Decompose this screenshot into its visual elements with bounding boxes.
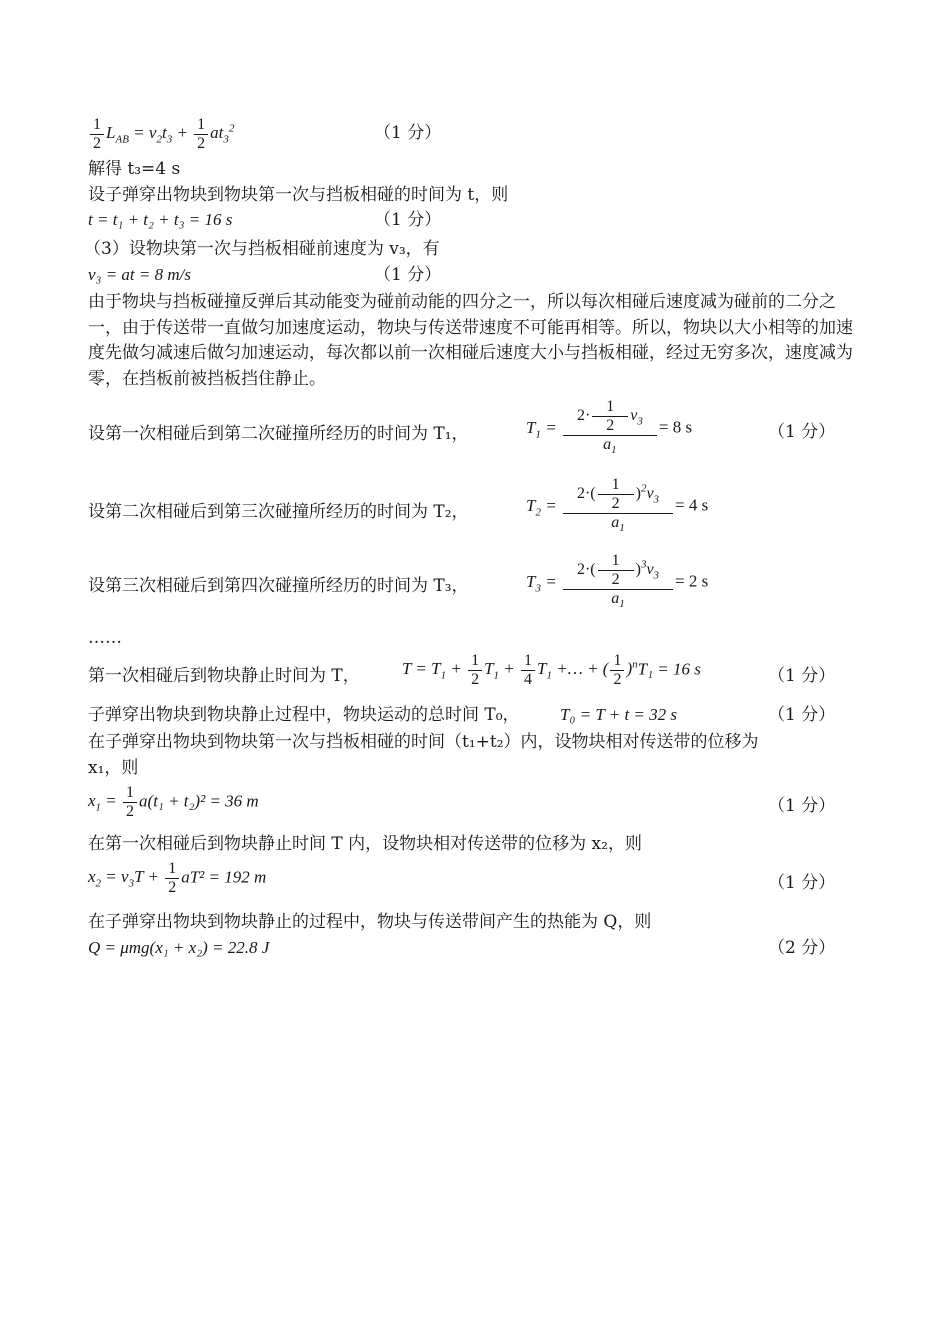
score-label: （1 分）: [374, 123, 442, 143]
score-label: （1 分）: [374, 265, 442, 285]
solve-t3-line: 解得 t₃=4 s: [88, 159, 181, 179]
T1-description: 设第一次相碰后到第二次碰撞所经历的时间为 T₁，: [88, 424, 469, 444]
T3-result: = 2 s: [675, 571, 709, 591]
x2-result: aT² = 192 m: [181, 867, 267, 887]
T0-description: 子弹穿出物块到物块静止过程中，物块运动的总时间 T₀，: [88, 705, 520, 725]
score-label: （1 分）: [768, 422, 836, 442]
T2-description: 设第二次相碰后到第三次碰撞所经历的时间为 T₂，: [88, 502, 469, 522]
Q-formula: Q = μmg(x₁ + x₂) = 22.8 J: [88, 938, 270, 957]
x1-description-a: 在子弹穿出物块到物块第一次与挡板相碰的时间（t₁+t₂）内，设物块相对传送带的位移为: [88, 732, 759, 752]
T-series-formula: $T = T_1$ + $\frac{1}{2}$ $T_1$ + $\frac{1}{4}$ $T_1$ +… + ( $\frac{1}{2}$ )$^n$T₁ = 16 s: [402, 652, 701, 688]
T3-description: 设第三次相碰后到第四次碰撞所经历的时间为 T₃，: [88, 576, 469, 596]
T1-formula: $T_1$ = 2· $\frac{1}{2}$ $v_3$ $a_1$ = 8 s: [526, 398, 693, 457]
x1-result: a(t₁ + t₂)² = 36 m: [139, 791, 259, 811]
T0-formula: T₀ = T + t = 32 s: [560, 705, 678, 724]
T1-result: = 8 s: [658, 417, 693, 437]
score-label: （1 分）: [768, 873, 836, 893]
t-total-equation: t = t₁ + t₂ + t₃ = 16 s: [88, 210, 233, 229]
Q-description: 在子弹穿出物块到物块静止的过程中，物块与传送带间产生的热能为 Q，则: [88, 912, 652, 932]
T2-formula: $T_2$ = 2·( $\frac{1}{2}$ )$^2v_3$ $a_1$ = 4 s: [526, 476, 709, 535]
score-label: （2 分）: [768, 938, 836, 958]
v3-equation: v₃ = at = 8 m/s: [88, 265, 191, 284]
ellipsis: ……: [88, 628, 122, 648]
reasoning-paragraph: 由于物块与挡板碰撞反弹后其动能变为碰前动能的四分之一，所以每次相碰后速度减为碰前的二分之一，由于传送带一直做匀加速度运动，物块与传送带速度不可能再相等。所以，物块以大小相等的加速度先做匀减速后做匀加速运动，每次都以前一次相碰后速度大小与挡板相碰，经过无穷多次，速度减为零，在挡板前被挡板挡住静止。: [88, 292, 853, 389]
score-label: （1 分）: [768, 705, 836, 725]
define-t-line: 设子弹穿出物块到物块第一次与挡板相碰的时间为 t，则: [88, 185, 509, 205]
score-label: （1 分）: [374, 210, 442, 230]
T-description: 第一次相碰后到物块静止时间为 T，: [88, 666, 360, 686]
x1-description-b: x₁，则: [88, 758, 139, 778]
score-label: （1 分）: [768, 666, 836, 686]
x2-description: 在第一次相碰后到物块静止时间 T 内，设物块相对传送带的位移为 x₂，则: [88, 834, 642, 854]
T2-result: = 4 s: [675, 495, 709, 515]
equation-lab: $\frac{1}{2}$ $L_{AB} = v_2t_3$ + $\frac{1}{2}$ $at_3^2$: [88, 116, 234, 153]
score-label: （1 分）: [768, 796, 836, 816]
x1-formula: $x_1$ = $\frac{1}{2}$ a(t₁ + t₂)² = 36 m: [88, 784, 259, 820]
T-result: T₁ = 16 s: [637, 659, 701, 679]
fraction-half: $\frac{1}{2}$: [90, 116, 104, 153]
x2-formula: $x_2 = v_3T$ + $\frac{1}{2}$ aT² = 192 m: [88, 860, 267, 896]
fraction-half: $\frac{1}{2}$: [194, 116, 208, 153]
part3-heading: （3）设物块第一次与挡板相碰前速度为 v₃，有: [84, 239, 440, 259]
T3-formula: $T_3$ = 2·( $\frac{1}{2}$ )$^3v_3$ $a_1$ = 2 s: [526, 552, 709, 611]
